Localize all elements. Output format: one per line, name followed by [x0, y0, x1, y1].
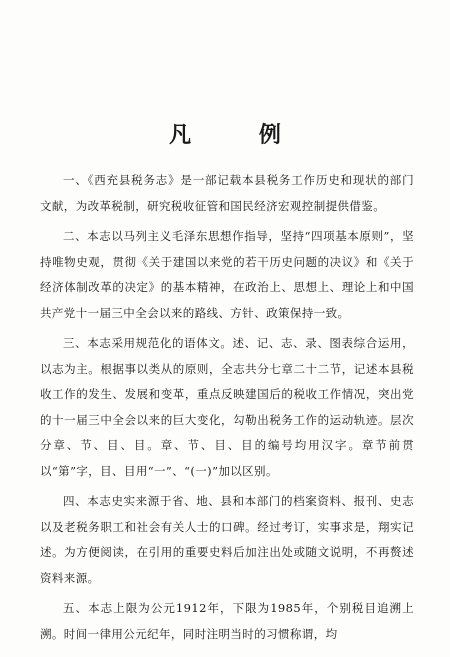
page-title: 凡 例	[169, 122, 311, 148]
paragraph-2: 二、本志以马列主义毛泽东思想作指导，坚持“四项基本原则”，坚持唯物史观，贯彻《关于建国以来党的若干历史问题的决议》和《关于经济体制改革的决定》的基本精神，在政治上、思想上、理论上和中国共产党十一届三中全会以来的路线、方针、政策保持一致。	[40, 229, 414, 320]
paragraph-1: 一、《西充县税务志》是一部记载本县税务工作历史和现状的部门文献，为改革税制，研究税收征管和国民经济宏观控制提供借鉴。	[40, 173, 414, 213]
document-body	[40, 168, 414, 652]
paragraph-4: 四、本志史实来源于省、地、县和本部门的档案资料、报刊、史志以及老税务职工和社会有关人士的口碑。经过考订，实事求是，翔实记述。为方便阅读，在引用的重要史料后加注出处或随文说明，不再赘述资料来源。	[40, 494, 414, 585]
paragraph-3: 三、本志采用规范化的语体文。述、记、志、录、图表综合运用，以志为主。根据事以类从的原则，全志共分七章二十二节，记述本县税收工作的发生、发展和变革，重点反映建国后的税收工作情况，突出党的十一届三中全会以来的巨大变化，勾勒出税务工作的运动轨迹。层次分章、节、目、目。章、节、目、目的编号均用汉字。章节前贯以“第”字，目、目用“一”、“(一)”加以区别。	[40, 336, 414, 478]
paragraph-5: 五、本志上限为公元1912年，下限为1985年，个别税目追溯上溯。时间一律用公元纪年，同时注明当时的习惯称谓，均	[40, 601, 414, 641]
